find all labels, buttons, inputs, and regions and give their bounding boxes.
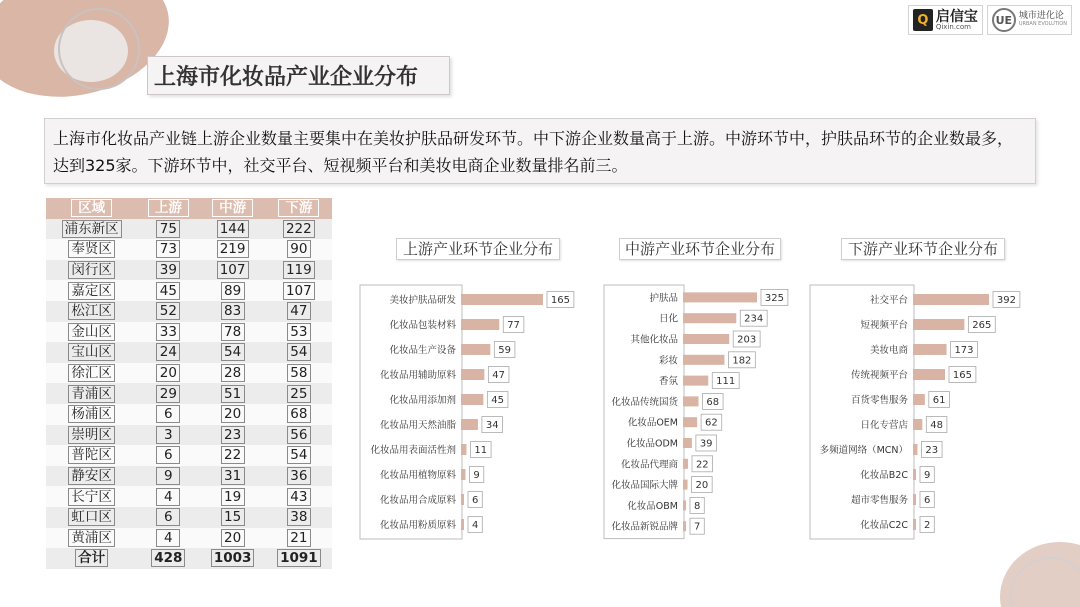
table-cell-value — [200, 528, 266, 549]
logo-area — [908, 5, 1072, 35]
category-label: 百货零售服务 — [850, 395, 908, 406]
table-header-cell — [266, 198, 332, 219]
table-row — [46, 342, 332, 363]
bar — [461, 469, 465, 480]
table-cell-value — [137, 280, 199, 301]
category-label: 化妆品用表面活性剂 — [370, 445, 456, 456]
table-header-label: 区域 — [71, 199, 112, 217]
data-label: 68 — [706, 396, 720, 408]
data-label: 23 — [925, 445, 939, 456]
table-cell-value — [200, 322, 266, 343]
table-cell-value — [266, 342, 332, 363]
category-label: 化妆品用粉质原料 — [379, 520, 456, 531]
table-row — [46, 219, 332, 240]
category-label: 化妆品OBM — [627, 500, 678, 512]
data-label: 203 — [737, 334, 757, 346]
chart-title-upstream: 上游产业环节企业分布 — [396, 238, 560, 260]
table-cell-text: 53 — [287, 323, 311, 341]
table-cell-text: 43 — [287, 488, 311, 506]
table-cell-text: 普陀区 — [68, 446, 115, 464]
table-total-text: 合计 — [75, 549, 108, 567]
data-label: 77 — [507, 320, 520, 331]
data-label: 111 — [716, 376, 736, 388]
table-cell-value — [137, 507, 199, 528]
table-row — [46, 425, 332, 446]
data-label: 265 — [972, 320, 992, 331]
table-row — [46, 486, 332, 507]
data-label: 39 — [699, 438, 713, 450]
table-cell-value — [200, 219, 266, 240]
bar — [461, 394, 483, 405]
table-cell-text: 徐汇区 — [68, 364, 115, 382]
ue-name-en: URBAN EVOLUTION — [1018, 21, 1067, 28]
table-cell-value — [266, 322, 332, 343]
bar — [461, 444, 466, 455]
table-cell-value — [266, 239, 332, 260]
table-cell-text: 45 — [156, 282, 180, 300]
table-row — [46, 466, 332, 487]
category-label: 美妆电商 — [869, 345, 908, 356]
table-cell-text: 静安区 — [68, 467, 115, 485]
midstream-bar-chart — [602, 285, 792, 537]
downstream-bar-chart — [808, 285, 1028, 537]
data-label: 9 — [923, 470, 931, 481]
data-label: 234 — [744, 313, 764, 325]
table-cell-region — [46, 219, 137, 240]
bar — [913, 444, 917, 455]
table-cell-value — [266, 466, 332, 487]
table-cell-text: 6 — [156, 446, 180, 464]
category-label: 日化专营店 — [860, 420, 908, 431]
table-cell-value — [137, 466, 199, 487]
table-cell-value — [200, 363, 266, 384]
table-cell-region — [46, 342, 137, 363]
category-label: 香氛 — [658, 376, 678, 388]
table-cell-text: 崇明区 — [68, 426, 115, 444]
data-label: 59 — [498, 345, 511, 356]
page-title: 上海市化妆品产业企业分布 — [147, 56, 450, 95]
table-cell-text: 83 — [221, 302, 245, 320]
category-label: 化妆品包装材料 — [389, 320, 456, 331]
data-label: 4 — [471, 520, 479, 531]
table-cell-text: 20 — [221, 405, 245, 423]
category-label: 化妆品OEM — [627, 417, 678, 429]
category-label: 彩妆 — [658, 355, 678, 367]
data-label: 61 — [932, 395, 946, 406]
table-cell-text: 黄浦区 — [68, 529, 115, 547]
table-cell-text: 22 — [221, 446, 245, 464]
table-cell-region — [46, 466, 137, 487]
bar — [683, 292, 757, 302]
table-total-cell — [137, 548, 199, 569]
table-cell-text: 54 — [221, 343, 245, 361]
category-label: 短视频平台 — [860, 320, 908, 331]
table-row — [46, 260, 332, 281]
table-cell-text: 23 — [221, 426, 245, 444]
table-total-cell — [200, 548, 266, 569]
table-cell-text: 75 — [156, 220, 180, 238]
bar — [913, 419, 922, 430]
chart-title-midstream: 中游产业环节企业分布 — [619, 238, 781, 260]
table-cell-text: 54 — [287, 446, 311, 464]
table-cell-value — [200, 342, 266, 363]
category-label: 化妆品用添加剂 — [389, 395, 456, 406]
table-cell-value — [266, 445, 332, 466]
table-cell-value — [266, 280, 332, 301]
table-cell-value — [137, 528, 199, 549]
bar — [461, 519, 464, 530]
table-cell-text: 20 — [221, 529, 245, 547]
table-row — [46, 280, 332, 301]
table-cell-text: 29 — [156, 385, 180, 403]
table-cell-text: 38 — [287, 508, 311, 526]
table-cell-text: 39 — [156, 261, 180, 279]
category-label: 其他化妆品 — [630, 334, 678, 346]
chart-title-downstream: 下游产业环节企业分布 — [841, 238, 1005, 260]
table-cell-region — [46, 445, 137, 466]
bar — [683, 396, 698, 406]
table-cell-value — [137, 404, 199, 425]
table-cell-value — [137, 363, 199, 384]
table-cell-text: 青浦区 — [68, 385, 115, 403]
data-label: 7 — [693, 521, 701, 533]
bar — [683, 500, 686, 510]
table-header-cell — [200, 198, 266, 219]
table-cell-text: 78 — [221, 323, 245, 341]
table-cell-value — [137, 239, 199, 260]
ue-mark-icon: UE — [992, 8, 1016, 32]
table-row — [46, 363, 332, 384]
table-cell-text: 73 — [156, 240, 180, 258]
data-label: 2 — [923, 520, 931, 531]
table-cell-text: 52 — [156, 302, 180, 320]
table-total-row — [46, 548, 332, 569]
table-cell-text: 9 — [156, 467, 180, 485]
table-cell-region — [46, 260, 137, 281]
table-cell-text: 219 — [217, 240, 249, 258]
data-label: 6 — [471, 495, 479, 506]
category-label: 化妆品ODM — [626, 438, 678, 450]
category-label: 传统视频平台 — [850, 370, 908, 381]
table-cell-value — [200, 425, 266, 446]
bar — [461, 294, 543, 305]
upstream-bar-chart — [358, 285, 583, 537]
ue-logo — [987, 5, 1072, 35]
category-label: 化妆品用合成原料 — [379, 495, 456, 506]
bar — [913, 319, 964, 330]
qixin-shield-icon: Q — [913, 9, 933, 31]
table-cell-text: 奉贤区 — [68, 240, 115, 258]
table-cell-text: 宝山区 — [68, 343, 115, 361]
bar — [913, 394, 925, 405]
table-cell-value — [266, 528, 332, 549]
bar — [683, 376, 708, 386]
table-total-text: 1091 — [277, 549, 321, 567]
table-cell-text: 119 — [283, 261, 315, 279]
bar — [683, 355, 724, 365]
table-cell-region — [46, 239, 137, 260]
table-row — [46, 528, 332, 549]
decorative-ring — [58, 8, 140, 90]
table-cell-value — [266, 486, 332, 507]
table-total-text: 428 — [151, 549, 185, 567]
table-cell-region — [46, 425, 137, 446]
table-row — [46, 322, 332, 343]
table-cell-value — [137, 486, 199, 507]
table-row — [46, 404, 332, 425]
table-cell-value — [137, 260, 199, 281]
table-header-label: 上游 — [148, 199, 189, 217]
table-cell-value — [137, 342, 199, 363]
data-label: 165 — [952, 370, 972, 381]
data-label: 165 — [550, 295, 570, 306]
table-cell-text: 54 — [287, 343, 311, 361]
table-header-cell — [46, 198, 137, 219]
bar — [913, 369, 945, 380]
table-total-cell — [266, 548, 332, 569]
category-label: 化妆品用辅助原料 — [379, 370, 456, 381]
table-cell-text: 金山区 — [68, 323, 115, 341]
summary-text: 上海市化妆品产业链上游企业数量主要集中在美妆护肤品研发环节。中下游企业数量高于上游。中游环节中，护肤品环节的企业数最多，达到325家。下游环节中，社交平台、短视频平台和美妆电商企业数量排名前三。 — [44, 118, 1036, 184]
category-label: 化妆品用天然油脂 — [379, 420, 456, 431]
data-label: 325 — [764, 292, 784, 304]
bar — [683, 334, 729, 344]
table-cell-text: 58 — [287, 364, 311, 382]
table-cell-text: 嘉定区 — [68, 282, 115, 300]
table-cell-value — [200, 486, 266, 507]
category-label: 日化 — [658, 313, 678, 325]
table-cell-text: 闵行区 — [68, 261, 115, 279]
table-cell-value — [200, 445, 266, 466]
data-label: 8 — [693, 500, 701, 512]
table-cell-text: 222 — [283, 220, 315, 238]
table-total-cell — [46, 548, 137, 569]
bar — [683, 459, 688, 469]
bar — [913, 344, 947, 355]
table-cell-value — [200, 280, 266, 301]
bar — [913, 469, 916, 480]
table-cell-text: 21 — [287, 529, 311, 547]
table-cell-region — [46, 383, 137, 404]
data-label: 62 — [705, 417, 718, 429]
table-cell-text: 31 — [221, 467, 245, 485]
table-cell-text: 4 — [156, 488, 180, 506]
table-cell-value — [266, 363, 332, 384]
table-cell-text: 107 — [217, 261, 249, 279]
category-label: 化妆品传统国货 — [611, 396, 678, 408]
table-cell-text: 28 — [221, 364, 245, 382]
table-cell-value — [200, 383, 266, 404]
category-label: 社交平台 — [869, 295, 908, 306]
table-cell-text: 长宁区 — [68, 488, 115, 506]
bar — [683, 417, 697, 427]
table-row — [46, 507, 332, 528]
table-cell-text: 25 — [287, 385, 311, 403]
data-label: 9 — [473, 470, 480, 481]
table-cell-value — [266, 425, 332, 446]
table-cell-value — [137, 219, 199, 240]
table-cell-text: 33 — [156, 323, 180, 341]
category-label: 化妆品B2C — [860, 470, 908, 481]
bar — [461, 344, 490, 355]
bar — [461, 419, 478, 430]
table-cell-value — [137, 425, 199, 446]
bar — [683, 438, 692, 448]
table-cell-value — [200, 260, 266, 281]
table-header-label: 中游 — [212, 199, 253, 217]
table-cell-text: 89 — [221, 282, 245, 300]
table-cell-text: 15 — [221, 508, 245, 526]
table-cell-value — [200, 239, 266, 260]
table-body — [46, 219, 332, 549]
table-cell-text: 4 — [156, 529, 180, 547]
table-cell-text: 144 — [217, 220, 249, 238]
table-row — [46, 383, 332, 404]
data-label: 11 — [474, 445, 488, 456]
table-cell-region — [46, 322, 137, 343]
table-cell-text: 51 — [221, 385, 245, 403]
table-cell-text: 90 — [287, 240, 311, 258]
bar — [683, 480, 688, 490]
bar — [913, 294, 989, 305]
table-cell-region — [46, 507, 137, 528]
table-header-row — [46, 198, 332, 219]
bar — [461, 319, 499, 330]
data-label: 20 — [695, 480, 709, 492]
category-label: 化妆品国际大牌 — [611, 480, 678, 492]
table-total-text: 1003 — [211, 549, 255, 567]
data-label: 182 — [732, 355, 752, 367]
table-cell-value — [137, 322, 199, 343]
table-row — [46, 301, 332, 322]
qixin-domain: Qixin.com — [935, 22, 971, 31]
table-cell-region — [46, 528, 137, 549]
table-cell-value — [137, 383, 199, 404]
table-cell-value — [266, 301, 332, 322]
data-label: 47 — [492, 370, 506, 381]
bar — [913, 519, 916, 530]
bar — [683, 521, 686, 531]
table-cell-value — [266, 507, 332, 528]
ue-name: 城市进化论 — [1018, 11, 1064, 22]
table-cell-text: 107 — [283, 282, 315, 300]
table-cell-region — [46, 486, 137, 507]
table-cell-value — [137, 301, 199, 322]
category-label: 化妆品生产设备 — [389, 345, 456, 356]
data-label: 48 — [930, 420, 943, 431]
bar — [683, 313, 736, 323]
bar — [913, 494, 916, 505]
category-label: 化妆品C2C — [860, 520, 908, 531]
table-row — [46, 445, 332, 466]
bar — [461, 494, 464, 505]
table-cell-text: 56 — [287, 426, 311, 444]
table-cell-region — [46, 404, 137, 425]
table-header-cell — [137, 198, 199, 219]
data-label: 173 — [954, 345, 974, 356]
table-cell-text: 浦东新区 — [62, 220, 122, 238]
table-cell-text: 6 — [156, 405, 180, 423]
category-label: 化妆品代理商 — [620, 459, 678, 471]
table-cell-value — [200, 507, 266, 528]
table-header-label: 下游 — [278, 199, 319, 217]
table-cell-value — [200, 301, 266, 322]
table-cell-value — [266, 260, 332, 281]
table-cell-value — [137, 445, 199, 466]
table-cell-region — [46, 363, 137, 384]
table-cell-text: 3 — [156, 426, 180, 444]
table-cell-value — [266, 383, 332, 404]
table-cell-value — [266, 219, 332, 240]
region-table — [46, 198, 332, 569]
data-label: 34 — [485, 420, 499, 431]
table-cell-text: 松江区 — [68, 302, 115, 320]
table-cell-text: 虹口区 — [68, 508, 115, 526]
data-label: 45 — [491, 395, 505, 406]
qixin-name: 启信宝 — [935, 8, 978, 25]
table-cell-text: 36 — [287, 467, 311, 485]
table-cell-text: 24 — [156, 343, 180, 361]
table-cell-text: 68 — [287, 405, 311, 423]
category-label: 超市零售服务 — [850, 495, 908, 506]
table-cell-value — [266, 404, 332, 425]
table-row — [46, 239, 332, 260]
qixin-logo — [908, 5, 983, 35]
data-label: 6 — [923, 495, 931, 506]
table-cell-value — [200, 466, 266, 487]
table-cell-text: 19 — [221, 488, 245, 506]
table-cell-text: 47 — [287, 302, 311, 320]
data-label: 22 — [695, 459, 709, 471]
table-cell-text: 杨浦区 — [68, 405, 115, 423]
category-label: 多频道网络（MCN） — [819, 445, 908, 456]
table-cell-value — [200, 404, 266, 425]
table-cell-region — [46, 280, 137, 301]
table-cell-region — [46, 301, 137, 322]
category-label: 化妆品新锐品牌 — [611, 521, 678, 533]
bar — [461, 369, 484, 380]
table-cell-text: 20 — [156, 364, 180, 382]
category-label: 化妆品用植物原料 — [379, 470, 456, 481]
data-label: 392 — [996, 295, 1016, 306]
category-label: 美妆护肤品研发 — [389, 295, 456, 306]
table-cell-text: 6 — [156, 508, 180, 526]
category-label: 护肤品 — [649, 292, 678, 304]
